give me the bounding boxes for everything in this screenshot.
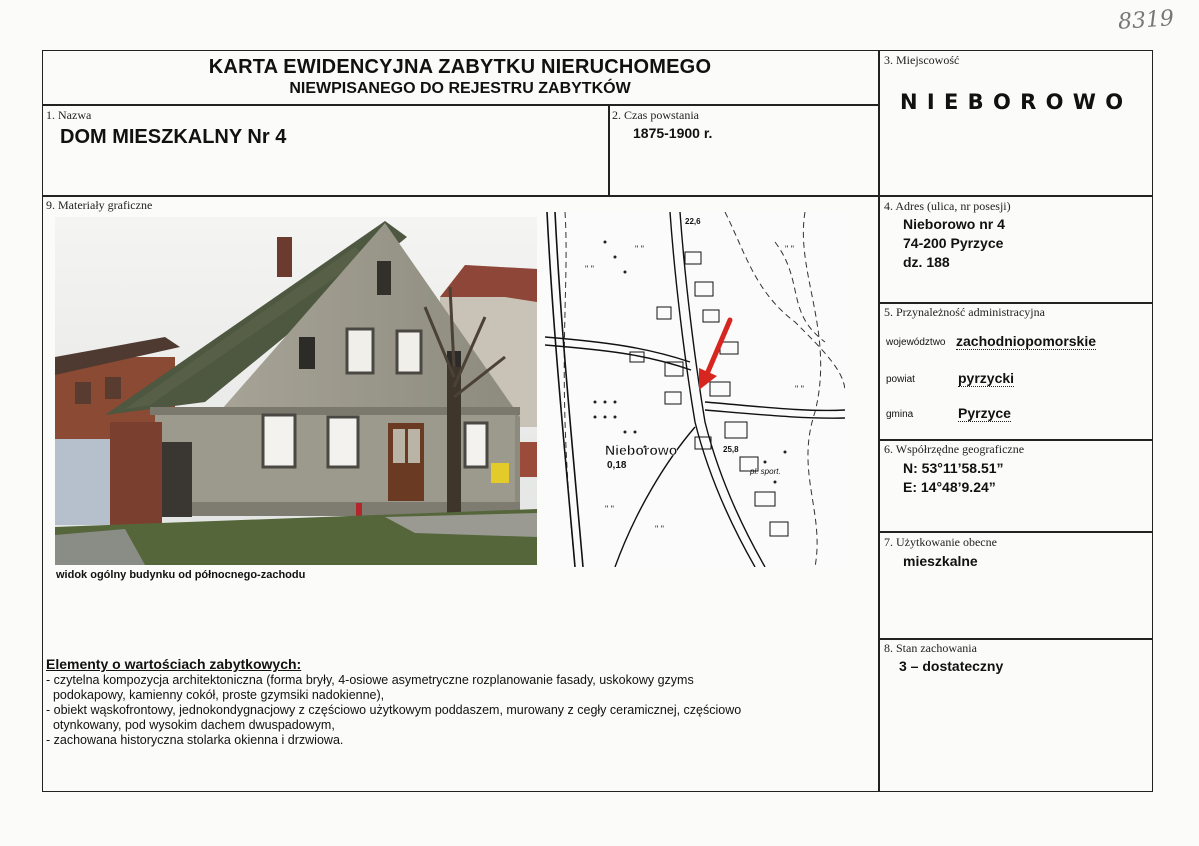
powiat-label: powiat — [886, 374, 915, 385]
divider — [878, 50, 880, 792]
svg-text:" ": " " — [635, 244, 644, 254]
field-usage-value: mieszkalne — [903, 553, 978, 569]
field-name-value: DOM MIESZKALNY Nr 4 — [60, 126, 287, 148]
handwritten-page-number: 8319 — [1117, 6, 1175, 35]
location-map — [545, 212, 845, 567]
svg-text:" ": " " — [655, 524, 664, 534]
field-date-value: 1875-1900 r. — [633, 125, 713, 141]
svg-text:" ": " " — [605, 504, 614, 514]
svg-text:" ": " " — [795, 384, 804, 394]
field-usage-label: 7. Użytkowanie obecne — [884, 535, 997, 549]
field-name-label: 1. Nazwa — [46, 108, 92, 122]
card-subtitle: NIEWPISANEGO DO REJESTRU ZABYTKÓW — [289, 80, 631, 97]
divider — [878, 531, 1153, 533]
map-label-spot: 25,8 — [723, 445, 739, 454]
list-item: - zachowana historyczna stolarka okienna i drzwiowa. — [46, 733, 344, 747]
field-locality-label: 3. Miejscowość — [884, 53, 960, 67]
photo-caption: widok ogólny budynku od północnego-zachodu — [56, 569, 306, 581]
list-item: - obiekt wąskofrontowy, jednokondygnacjowy z częściowo użytkowym poddaszem, murowany z cegły ceramicznej, częściowo — [46, 703, 742, 717]
wojewodztwo-label: województwo — [886, 337, 946, 348]
list-item: - czytelna kompozycja architektoniczna (forma bryły, 4-osiowe asymetryczne rozplanowanie fasady, uskokowy gzyms — [46, 673, 694, 687]
address-line: dz. 188 — [903, 254, 950, 270]
field-address-label: 4. Adres (ulica, nr posesji) — [884, 199, 1011, 213]
map-label-spot: 22,6 — [685, 217, 701, 226]
field-locality-value: N I E B O R O W O — [900, 90, 1125, 114]
gmina-value: Pyrzyce — [958, 405, 1011, 421]
longitude-value: E: 14°48’9.24” — [903, 479, 996, 495]
wojewodztwo-value: zachodniopomorskie — [956, 333, 1097, 349]
building-photo — [55, 217, 537, 565]
powiat-value: pyrzycki — [958, 370, 1015, 386]
elements-list — [46, 673, 866, 748]
field-admin-label: 5. Przynależność administracyjna — [884, 305, 1045, 319]
map-label-height: 0,18 — [607, 460, 627, 471]
card-title: KARTA EWIDENCYJNA ZABYTKU NIERUCHOMEGO — [208, 56, 712, 78]
address-line: Nieborowo nr 4 — [903, 216, 1005, 232]
address-line: 74-200 Pyrzyce — [903, 235, 1004, 251]
elements-heading: Elementy o wartościach zabytkowych: — [46, 656, 302, 672]
divider — [878, 638, 1153, 640]
divider — [878, 439, 1153, 441]
divider — [42, 104, 878, 106]
field-condition-label: 8. Stan zachowania — [884, 641, 977, 655]
svg-text:" ": " " — [785, 244, 794, 254]
field-graphics-label: 9. Materiały graficzne — [46, 198, 153, 212]
field-date-label: 2. Czas powstania — [612, 108, 699, 122]
list-item: podokapowy, kamienny cokół, proste gzymsiki nadokienne), — [46, 688, 385, 702]
svg-text:" ": " " — [585, 264, 594, 274]
latitude-value: N: 53°11’58.51” — [903, 460, 1004, 476]
divider — [608, 104, 610, 195]
field-coordinates-label: 6. Współrzędne geograficzne — [884, 442, 1025, 456]
list-item: otynkowany, pod wysokim dachem dwuspadowym, — [46, 718, 335, 732]
gmina-label: gmina — [886, 409, 914, 420]
divider — [878, 302, 1153, 304]
map-label-place: Nieborowo — [605, 442, 678, 458]
map-label-sport: pl. sport. — [750, 467, 781, 476]
divider — [42, 195, 1153, 197]
field-condition-value: 3 – dostateczny — [899, 658, 1004, 674]
